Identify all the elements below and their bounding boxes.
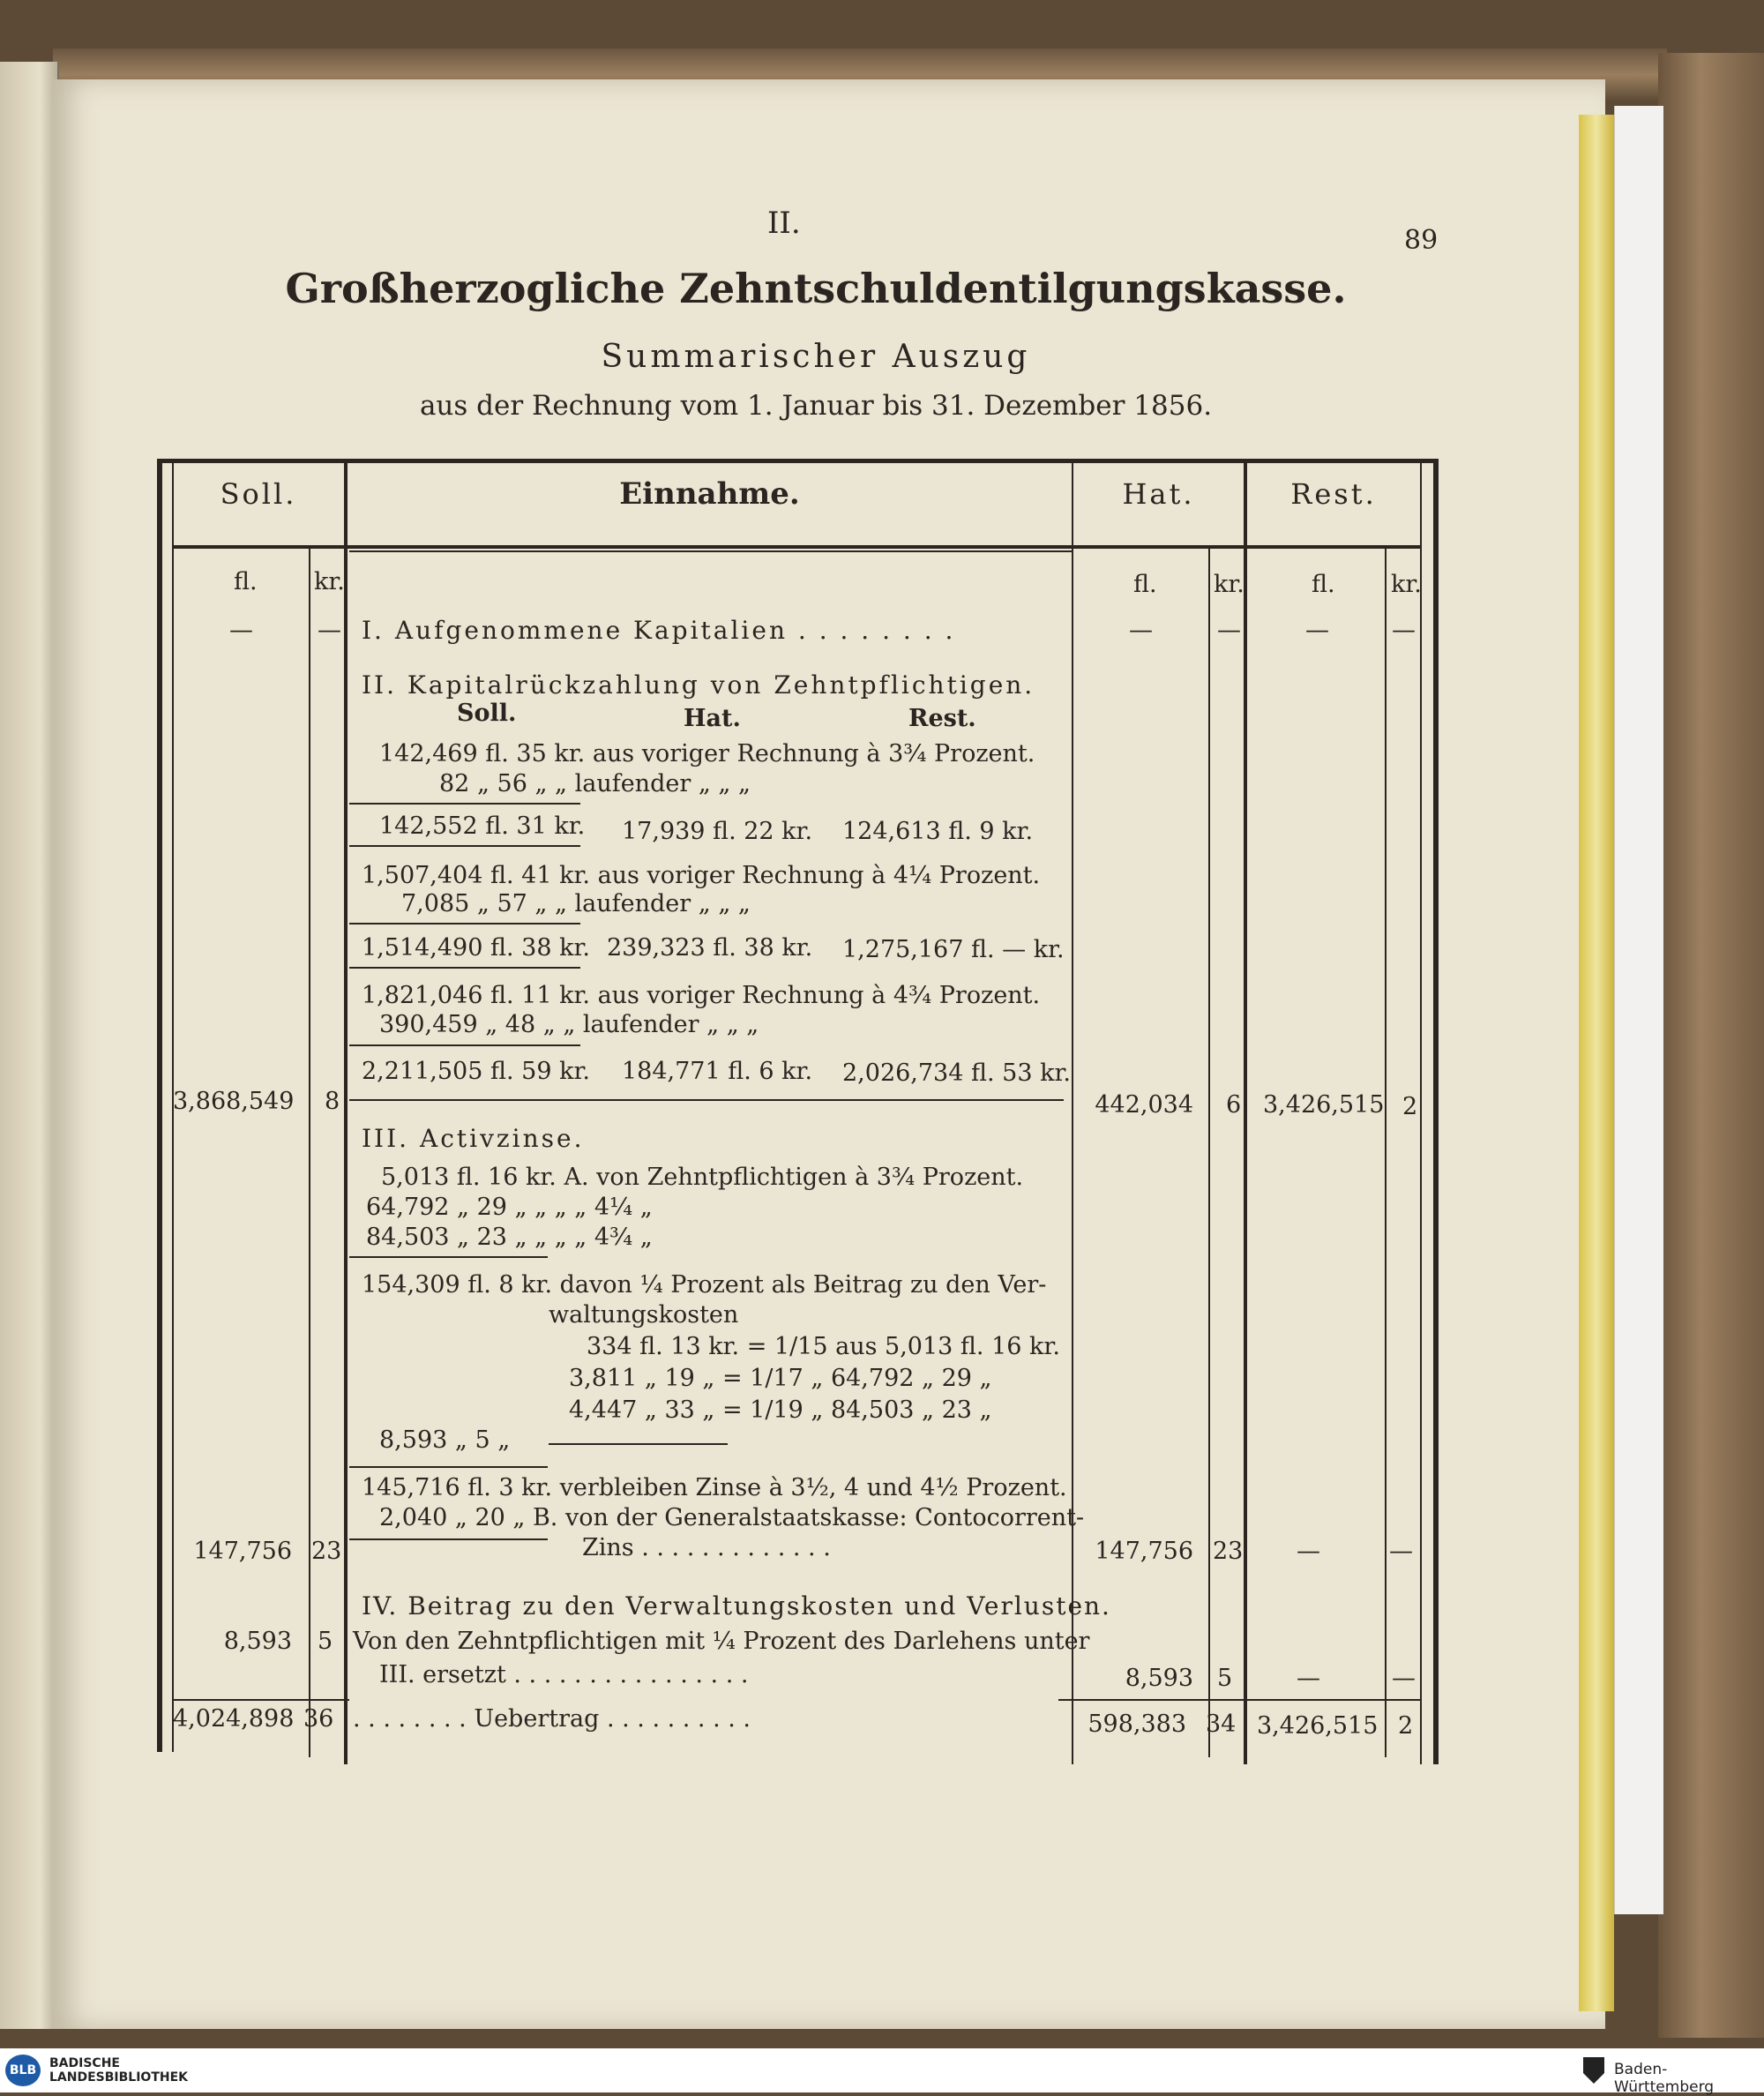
d8-line: 4,447 „ 33 „ = 1/19 „ 84,503 „ 23 „	[569, 1396, 992, 1424]
r1-text: I. Aufgenommene Kapitalien . . . . . . . .	[362, 616, 956, 645]
col-hat-header: Hat.	[1122, 477, 1195, 511]
total-rest-kr: 2	[1398, 1712, 1414, 1740]
r3-soll-kr: 23	[311, 1538, 342, 1565]
r2-hat-kr: 6	[1226, 1091, 1242, 1119]
bw-name[interactable]: Baden-Württemberg	[1614, 2061, 1715, 2096]
d2-line: 64,792 „ 29 „ „ „ „ 4¼ „	[366, 1194, 653, 1221]
d12-line: Zins . . . . . . . . . . . . .	[582, 1534, 831, 1561]
a3-rest: 124,613 fl. 9 kr.	[842, 818, 1034, 845]
blb-name-line2: LANDESBIBLIOTHEK	[49, 2070, 189, 2085]
page-subtitle-2: aus der Rechnung vom 1. Januar bis 31. Dezember 1856.	[419, 390, 1213, 422]
a1-line: 142,469 fl. 35 kr. aus voriger Rechnung à 3¾ Prozent.	[379, 740, 1035, 767]
total-uebertrag-label: . . . . . . . . Uebertrag . . . . . . . . . .	[353, 1705, 751, 1733]
r3-soll-fl: 147,756	[193, 1538, 292, 1565]
c3-soll: 2,211,505 fl. 59 kr.	[362, 1058, 590, 1085]
c1-line: 1,821,046 fl. 11 kr. aus voriger Rechnung à 4¾ Prozent.	[362, 982, 1041, 1009]
c3-hat: 184,771 fl. 6 kr.	[622, 1058, 813, 1085]
d6-line: 334 fl. 13 kr. = 1/15 aus 5,013 fl. 16 kr.	[587, 1333, 1060, 1360]
book-left-page	[0, 62, 59, 2029]
col-soll-header: Soll.	[220, 477, 297, 511]
section-number: II.	[767, 206, 801, 241]
r1-soll-kr: —	[318, 617, 341, 644]
r2-soll-fl: 3,868,549	[173, 1088, 295, 1115]
blb-name-line1: BADISCHE	[49, 2056, 120, 2070]
d1-line: 5,013 fl. 16 kr. A. von Zehntpflichtigen à 3¾ Prozent.	[381, 1164, 1024, 1191]
blb-name	[49, 2056, 188, 2085]
d3-line: 84,503 „ 23 „ „ „ „ 4¾ „	[366, 1224, 653, 1251]
page-title: Großherzogliche Zehntschuldentilgungskasse.	[285, 265, 1347, 312]
unit-kr-rest: kr.	[1391, 571, 1422, 598]
r1-hat-kr: —	[1217, 617, 1241, 644]
sub-soll-label: Soll.	[457, 700, 517, 727]
r4-soll-kr: 5	[318, 1628, 333, 1655]
unit-fl-soll: fl.	[234, 568, 258, 595]
r2-hat-fl: 442,034	[1095, 1091, 1193, 1119]
page-subtitle: Summarischer Auszug	[601, 339, 1031, 375]
a2-line: 82 „ 56 „ „ laufender „ „ „	[439, 770, 751, 797]
r4-rest-kr: —	[1392, 1665, 1416, 1692]
sub-hat-label: Hat.	[684, 705, 741, 732]
unit-kr-hat: kr.	[1214, 571, 1245, 598]
total-rest-fl: 3,426,515	[1257, 1712, 1379, 1740]
total-hat-kr: 34	[1206, 1710, 1237, 1738]
unit-fl-hat: fl.	[1133, 571, 1157, 598]
r4-soll-fl: 8,593	[223, 1628, 292, 1655]
r1-soll-fl: —	[229, 617, 253, 644]
r1-hat-fl: —	[1129, 617, 1153, 644]
e2-line: III. ersetzt . . . . . . . . . . . . . . . .	[379, 1661, 749, 1688]
total-soll-kr: 36	[303, 1705, 334, 1733]
d9-line: 8,593 „ 5 „	[379, 1426, 511, 1454]
unit-fl-rest: fl.	[1312, 571, 1335, 598]
b3-rest: 1,275,167 fl. — kr.	[842, 936, 1065, 963]
r1-rest-fl: —	[1305, 617, 1329, 644]
b3-soll: 1,514,490 fl. 38 kr.	[362, 934, 590, 962]
footer-bar	[0, 2048, 1764, 2096]
sub-rest-label: Rest.	[908, 705, 976, 732]
r2-rest-kr: 2	[1402, 1093, 1418, 1120]
unit-kr-soll: kr.	[314, 568, 345, 595]
page-number: 89	[1404, 225, 1439, 256]
b1-line: 1,507,404 fl. 41 kr. aus voriger Rechnung à 4¼ Prozent.	[362, 862, 1041, 889]
r3-heading: III. Activzinse.	[362, 1124, 585, 1153]
r4-rest-fl: —	[1297, 1665, 1320, 1692]
blb-logo[interactable]: BLB	[5, 2055, 41, 2086]
c2-line: 390,459 „ 48 „ „ laufender „ „ „	[379, 1011, 759, 1038]
b2-line: 7,085 „ 57 „ „ laufender „ „ „	[401, 890, 751, 917]
a3-soll: 142,552 fl. 31 kr.	[379, 812, 586, 840]
r4-heading: IV. Beitrag zu den Verwaltungskosten und Verlusten.	[362, 1591, 1111, 1621]
d10-line: 145,716 fl. 3 kr. verbleiben Zinse à 3½, 4 und 4½ Prozent.	[362, 1474, 1067, 1501]
gilt-page-edges	[1579, 115, 1614, 2011]
d7-line: 3,811 „ 19 „ = 1/17 „ 64,792 „ 29 „	[569, 1365, 992, 1392]
d5-line: waltungskosten	[549, 1301, 739, 1329]
r2-rest-fl: 3,426,515	[1263, 1091, 1385, 1119]
total-soll-fl: 4,024,898	[173, 1705, 295, 1733]
d4-line: 154,309 fl. 8 kr. davon ¼ Prozent als Beitrag zu den Ver-	[362, 1271, 1047, 1299]
total-hat-fl: 598,383	[1088, 1710, 1186, 1738]
r3-hat-kr: 23	[1213, 1538, 1244, 1565]
col-rest-header: Rest.	[1290, 477, 1377, 511]
page-edge-white	[1614, 106, 1663, 1914]
b3-hat: 239,323 fl. 38 kr.	[607, 934, 813, 962]
r1-rest-kr: —	[1392, 617, 1416, 644]
r2-heading: II. Kapitalrückzahlung von Zehntpflichtigen.	[362, 670, 1035, 700]
r2-soll-kr: 8	[325, 1088, 340, 1115]
a3-hat: 17,939 fl. 22 kr.	[622, 818, 813, 845]
r3-hat-fl: 147,756	[1095, 1538, 1193, 1565]
e1-line: Von den Zehntpflichtigen mit ¼ Prozent des Darlehens unter	[353, 1628, 1090, 1655]
r3-rest-kr: —	[1389, 1538, 1413, 1565]
r3-rest-fl: —	[1297, 1538, 1320, 1565]
book-cover-right	[1658, 53, 1764, 2038]
d11-line: 2,040 „ 20 „ B. von der Generalstaatskasse: Contocorrent-	[379, 1504, 1085, 1531]
c3-rest: 2,026,734 fl. 53 kr.	[842, 1059, 1071, 1087]
r4-hat-kr: 5	[1217, 1665, 1233, 1692]
col-einnahme-header: Einnahme.	[619, 476, 800, 512]
bw-coat-of-arms-icon	[1583, 2057, 1604, 2084]
r4-hat-fl: 8,593	[1125, 1665, 1193, 1692]
